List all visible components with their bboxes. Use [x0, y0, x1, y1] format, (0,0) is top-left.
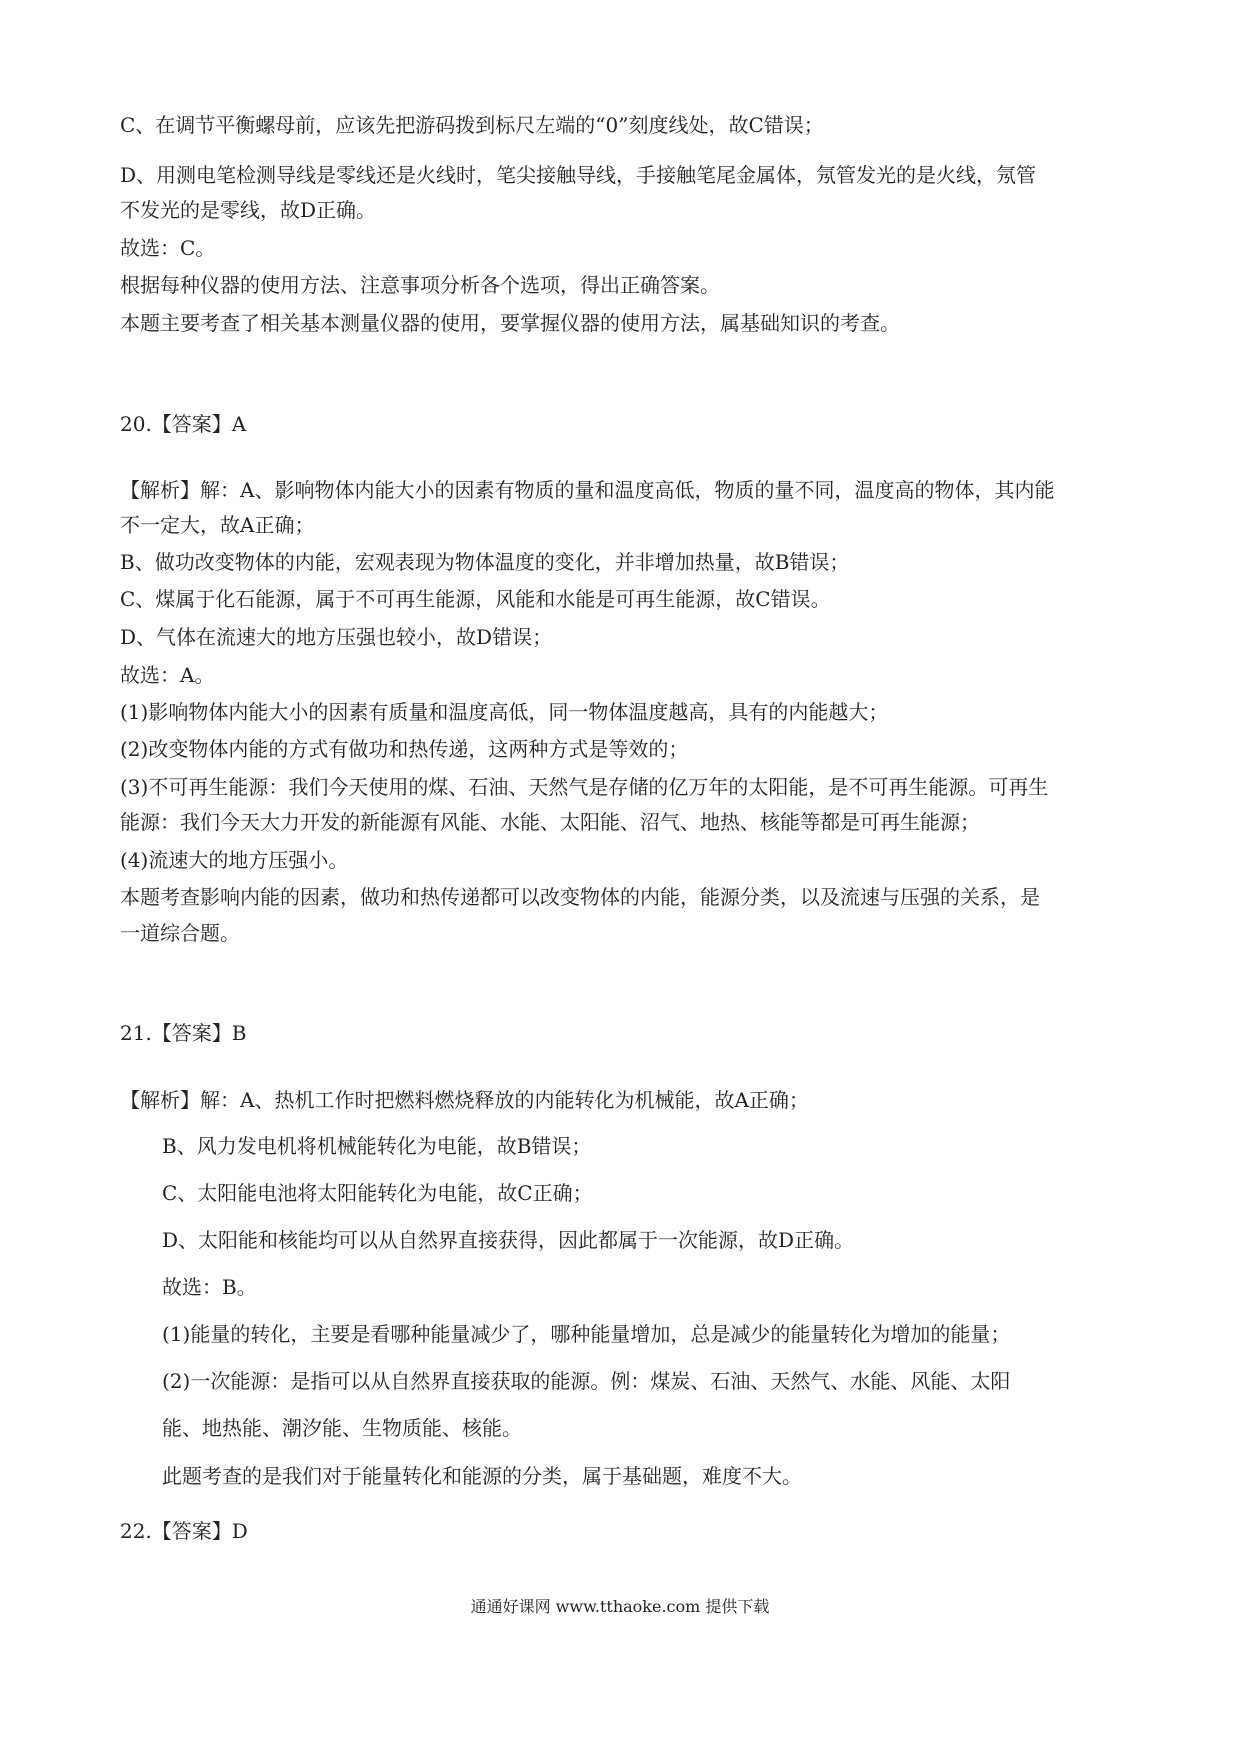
answer-heading: 22.【答案】D: [120, 1519, 248, 1543]
answer-heading: 20.【答案】A: [120, 412, 247, 436]
text-line: D、用测电笔检测导线是零线还是火线时，笔尖接触导线，手接触笔尾金属体，氖管发光的是火线，氖管: [120, 163, 1037, 187]
text-line: D、气体在流速大的地方压强也较小，故D错误；: [120, 625, 553, 649]
text-line: B、风力发电机将机械能转化为电能，故B错误；: [162, 1134, 592, 1158]
text-line: (3)不可再生能源：我们今天使用的煤、石油、天然气是存储的亿万年的太阳能，是不可再生能源。可再生: [120, 775, 1049, 799]
text-line: (2)改变物体内能的方式有做功和热传递，这两种方式是等效的；: [120, 737, 689, 761]
text-line: 此题考查的是我们对于能量转化和能源的分类，属于基础题，难度不大。: [162, 1464, 802, 1488]
text-line: (2)一次能源：是指可以从自然界直接获取的能源。例：煤炭、石油、天然气、水能、风能、太阳: [162, 1369, 1011, 1393]
text-line: 本题主要考查了相关基本测量仪器的使用，要掌握仪器的使用方法，属基础知识的考查。: [120, 311, 900, 335]
text-line: (1)影响物体内能大小的因素有质量和温度高低，同一物体温度越高，具有的内能越大；: [120, 700, 889, 724]
text-line: D、太阳能和核能均可以从自然界直接获得，因此都属于一次能源，故D正确。: [162, 1228, 855, 1252]
text-line: C、太阳能电池将太阳能转化为电能，故C正确；: [162, 1181, 593, 1205]
text-line: B、做功改变物体的内能，宏观表现为物体温度的变化，并非增加热量，故B错误；: [120, 550, 850, 574]
text-line: 根据每种仪器的使用方法、注意事项分析各个选项，得出正确答案。: [120, 273, 720, 297]
text-line: 【解析】解：A、影响物体内能大小的因素有物质的量和温度高低，物质的量不同，温度高的物体，其内能: [120, 478, 1055, 502]
text-line: (1)能量的转化，主要是看哪种能量减少了，哪种能量增加，总是减少的能量转化为增加的能量；: [162, 1322, 1011, 1346]
text-line: 不一定大，故A正确；: [120, 513, 315, 537]
text-line: C、煤属于化石能源，属于不可再生能源，风能和水能是可再生能源，故C错误。: [120, 587, 831, 611]
text-line: C、在调节平衡螺母前，应该先把游码拨到标尺左端的“0”刻度线处，故C错误；: [120, 113, 824, 137]
page-footer: 通通好课网 www.tthaoke.com 提供下载: [470, 1597, 770, 1616]
text-line: 一道综合题。: [120, 921, 240, 945]
text-line: 故选：A。: [120, 663, 215, 687]
text-line: 能源：我们今天大力开发的新能源有风能、水能、太阳能、沼气、地热、核能等都是可再生能源；: [120, 810, 980, 834]
text-line: 本题考查影响内能的因素，做功和热传递都可以改变物体的内能，能源分类，以及流速与压强的关系，是: [120, 885, 1040, 909]
text-line: 能、地热能、潮汐能、生物质能、核能。: [162, 1416, 522, 1440]
text-line: 不发光的是零线，故D正确。: [120, 198, 377, 222]
text-line: (4)流速大的地方压强小。: [120, 848, 349, 872]
text-line: 【解析】解：A、热机工作时把燃料燃烧释放的内能转化为机械能，故A正确；: [120, 1088, 809, 1112]
text-line: 故选：B。: [162, 1275, 257, 1299]
answer-heading: 21.【答案】B: [120, 1021, 247, 1045]
text-line: 故选：C。: [120, 236, 216, 260]
